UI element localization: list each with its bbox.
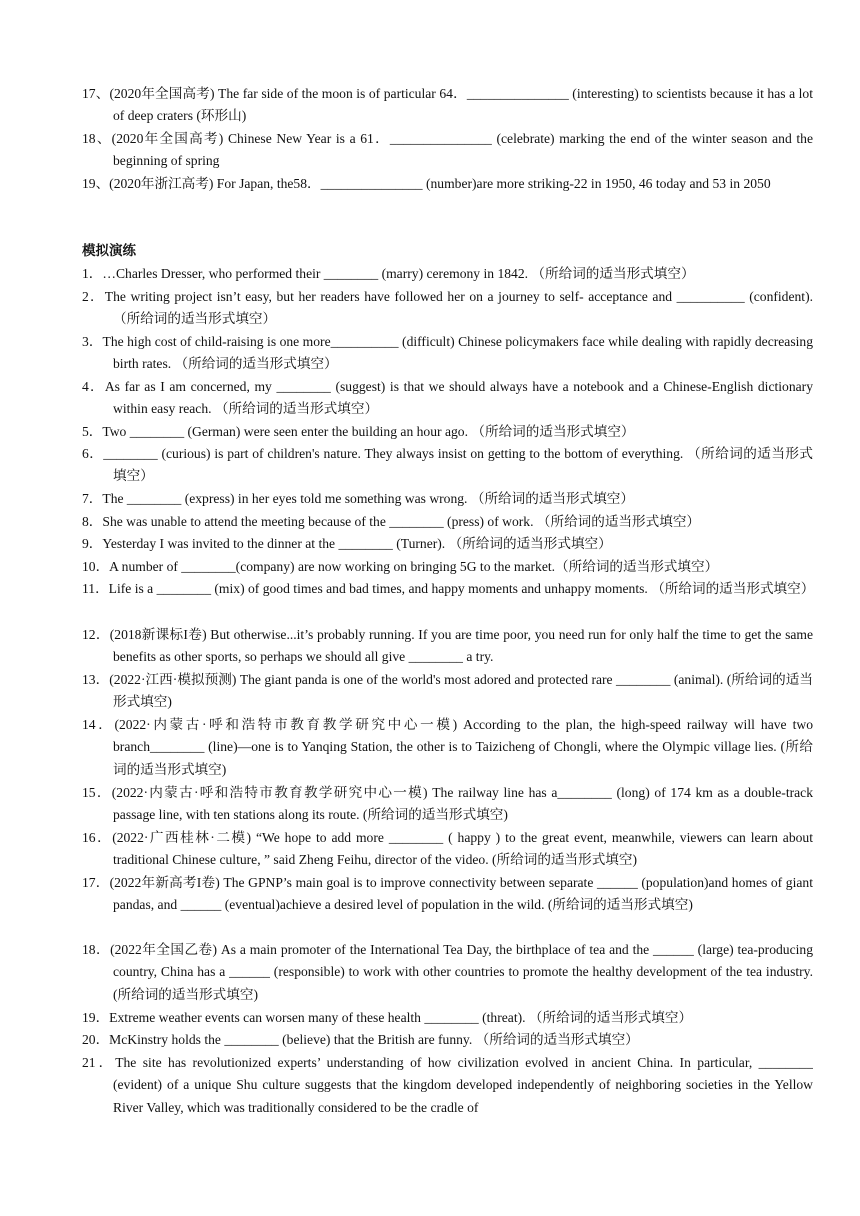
- practice-question-20: 20．McKinstry holds the ________ (believe) that the British are funny. （所给词的适当形式填空）: [82, 1032, 639, 1047]
- practice-question-17: 17．(2022年新高考I卷) The GPNP’s main goal is to improve connectivity between separate ______ (population)and homes of giant pandas, and ______ (eventual)achieve a desired level of population in the wild. (所给词的适当形式填空): [82, 875, 813, 913]
- practice-question-9: 9．Yesterday I was invited to the dinner at the ________ (Turner). （所给词的适当形式填空）: [82, 536, 612, 551]
- practice-question-4: 4．As far as I am concerned, my ________ (suggest) is that we should always have a notebook and a Chinese-English dictionary within easy reach. （所给词的适当形式填空）: [82, 379, 813, 417]
- practice-question-15: 15．(2022·内蒙古·呼和浩特市教育教学研究中心一模) The railway line has a________ (long) of 174 km as a double-track passage line, with ten stations along its route. (所给词的适当形式填空): [82, 785, 813, 823]
- exam-question-17: 17、(2020年全国高考) The far side of the moon is of particular 64．_______________ (interesting) to scientists because it has a lot of deep craters (环形山): [82, 86, 813, 124]
- practice-question-10: 10．A number of ________(company) are now working on bringing 5G to the market.（所给词的适当形式填空）: [82, 559, 719, 574]
- practice-question-19: 19．Extreme weather events can worsen many of these health ________ (threat). （所给词的适当形式填空）: [82, 1010, 693, 1025]
- practice-question-2: 2．The writing project isn’t easy, but her readers have followed her on a journey to self- acceptance and __________ (confident). （所给词的适当形式填空）: [82, 289, 813, 327]
- practice-question-18: 18．(2022年全国乙卷) As a main promoter of the International Tea Day, the birthplace of tea and the ______ (large) tea-producing country, China has a ______ (responsible) to work with other countries to promote the healthy development of the tea industry. (所给词的适当形式填空): [82, 942, 813, 1002]
- practice-question-11: 11．Life is a ________ (mix) of good times and bad times, and happy moments and unhappy moments. （所给词的适当形式填空）: [82, 581, 815, 596]
- practice-question-12: 12．(2018新课标I卷) But otherwise...it’s probably running. If you are time poor, you need run for only half the time to get the same benefits as other sports, so perhaps we should all give ________ a try.: [82, 627, 813, 665]
- practice-question-3: 3．The high cost of child-raising is one more__________ (difficult) Chinese policymakers face while dealing with rapidly decreasing birth rates. （所给词的适当形式填空）: [82, 334, 813, 372]
- practice-question-7: 7．The ________ (express) in her eyes told me something was wrong. （所给词的适当形式填空）: [82, 491, 634, 506]
- practice-question-1: 1．…Charles Dresser, who performed their ________ (marry) ceremony in 1842. （所给词的适当形式填空）: [82, 266, 695, 281]
- practice-question-13: 13．(2022·江西·模拟预测) The giant panda is one of the world's most adored and protected rare ________ (animal). (所给词的适当形式填空): [82, 672, 813, 710]
- practice-question-5: 5．Two ________ (German) were seen enter the building an hour ago. （所给词的适当形式填空）: [82, 424, 635, 439]
- practice-question-16: 16．(2022·广西桂林·二模) “We hope to add more ________ ( happy ) to the great event, meanwhile, viewers can learn about traditional Chinese culture, ” said Zheng Feihu, director of the video. (所给词的适当形式填空): [82, 830, 813, 868]
- practice-question-8: 8．She was unable to attend the meeting because of the ________ (press) of work. （所给词的适当形式填空）: [82, 514, 701, 529]
- section-heading: 模拟演练: [82, 243, 136, 259]
- exam-question-18: 18、(2020年全国高考) Chinese New Year is a 61．_______________ (celebrate) marking the end of the winter season and the beginning of spring: [82, 131, 813, 169]
- exam-question-19: 19、(2020年浙江高考) For Japan, the58．_______________ (number)are more striking-22 in 1950, 46 today and 53 in 2050: [82, 176, 771, 191]
- practice-question-14: 14．(2022·内蒙古·呼和浩特市教育教学研究中心一模) According to the plan, the high-speed railway will have two branch________ (line)—one is to Yanqing Station, the other is to Taizicheng of Chongli, where the Olympic village lies. (所给词的适当形式填空): [82, 717, 813, 777]
- practice-question-21: 21．The site has revolutionized experts’ understanding of how civilization evolved in ancient China. In particular, ________ (evident) of a unique Shu culture suggests that the kingdom developed independently of neighboring societies in the Yellow River Valley, which was traditionally considered to be the cradle of: [82, 1055, 813, 1115]
- practice-question-6: 6．________ (curious) is part of children's nature. They always insist on getting to the bottom of everything. （所给词的适当形式填空）: [82, 446, 813, 484]
